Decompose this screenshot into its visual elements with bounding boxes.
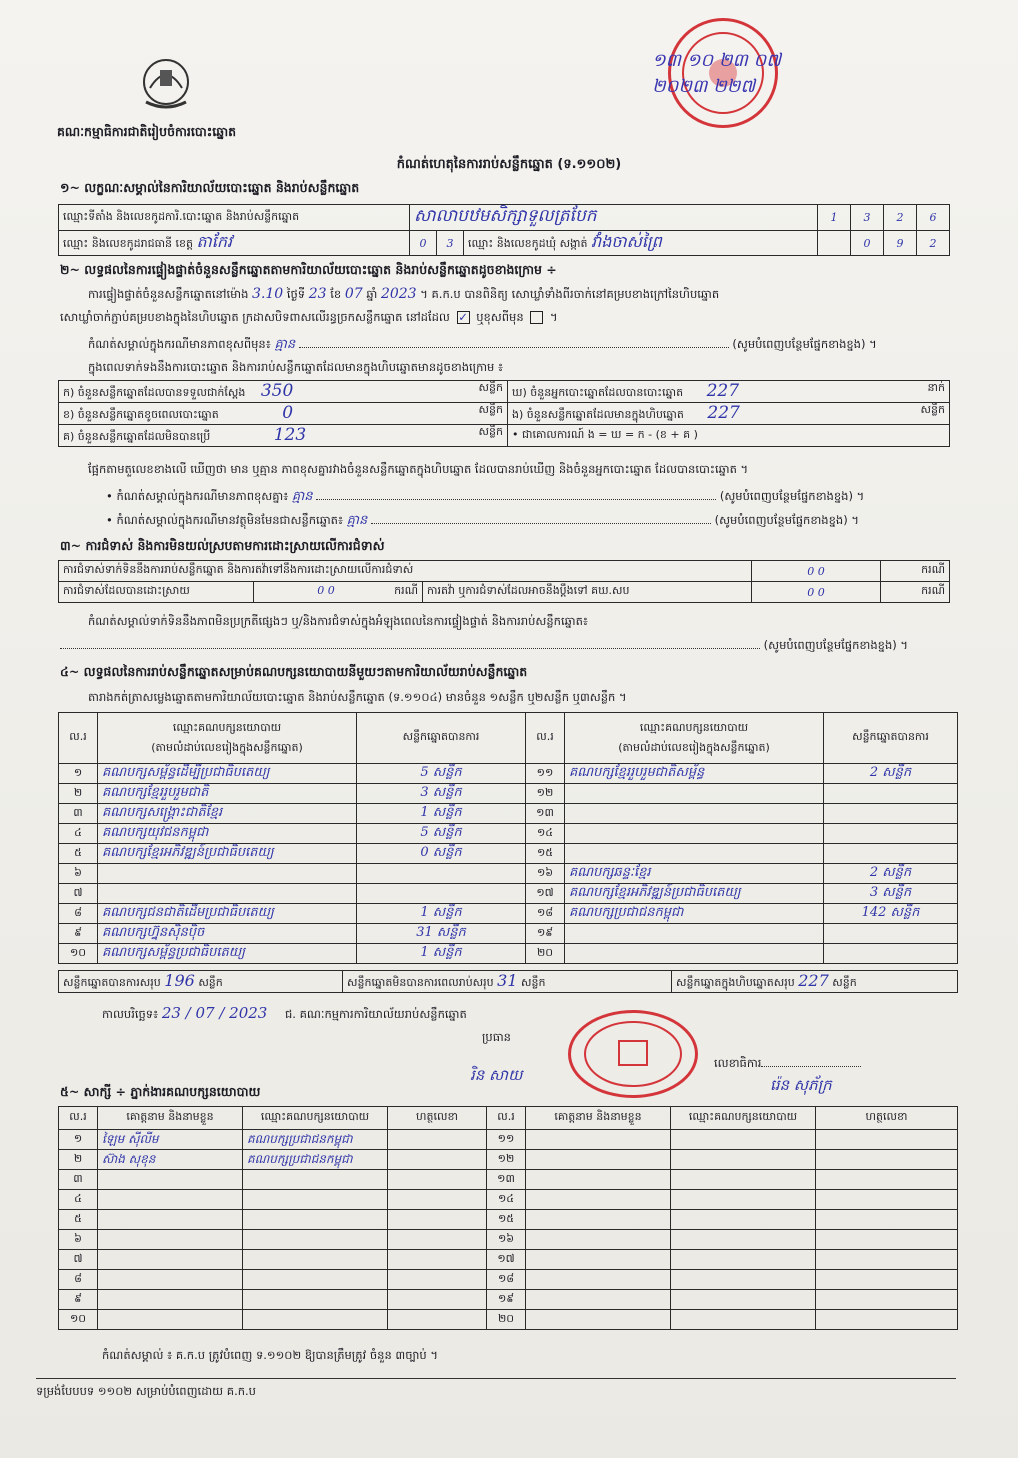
- witness-signature: [388, 1310, 487, 1330]
- commune-code-3: 2: [917, 231, 950, 256]
- section-4-title: ៤~ លទ្ធផលនៃការរាប់សន្លឹកឆ្នោតសម្រាប់គណបក្សនយោបាយនីមួយៗតាមការិយាល័យរាប់សន្លឹកឆ្នោត: [60, 664, 528, 679]
- party-votes: [824, 844, 958, 864]
- spoiled-label: ខ) ចំនួនសន្លឹកឆ្នោតខូចពេលបោះឆ្នោត: [63, 408, 219, 421]
- tally-sheet-text: តារាងកត់ត្រាសម្លេងឆ្នោតតាមការិយាល័យបោះឆ្នោត និងរាប់សន្លឹកឆ្នោត (ទ.១១០៤) មានចំនួន ១សន្លឹក ឬ២សន្លឹក ឬ៣សន្លឹក ។: [88, 690, 627, 704]
- party-votes: 1 សន្លឹក: [357, 804, 526, 824]
- changed-checkbox[interactable]: [530, 311, 543, 324]
- witness-row: [59, 1170, 958, 1190]
- party-row: [59, 944, 958, 964]
- party-number: ១: [59, 764, 98, 784]
- bullet-2: [106, 512, 950, 531]
- unit: សន្លឹក: [478, 425, 503, 438]
- party-votes: [824, 924, 958, 944]
- party-name: គណបក្សខ្មែររួបរួមជាតិសម្ព័ន្ធ: [565, 764, 824, 784]
- witness-party: [671, 1230, 816, 1250]
- witness-number: ៩: [59, 1290, 98, 1310]
- witness-number: ២: [59, 1150, 98, 1170]
- witness-party: [243, 1270, 388, 1290]
- witness-name: [98, 1170, 243, 1190]
- object-note-value: គ្មាន: [346, 513, 368, 528]
- col-party-sub: (តាមលំដាប់លេខរៀងក្នុងសន្លឹកឆ្នោត): [618, 741, 770, 754]
- verification-line-2: សោឃ្លាំចាក់ភ្ជាប់គម្របខាងក្នុងនៃហិបឆ្នោត ក្រដាសបិទពាសលើរន្ធច្រកសន្លឹកឆ្នោត នៅដដែល ✓ ឬខុសពីមុន ។: [60, 310, 558, 324]
- witness-row: [59, 1210, 958, 1230]
- witness-signature: [388, 1130, 487, 1150]
- party-name: គណបក្សខ្មែរអភិវឌ្ឍន៍ប្រជាធិបតេយ្យ: [98, 844, 357, 864]
- party-number: ៨: [59, 904, 98, 924]
- commune-label: ឈ្មោះ និងលេខកូដឃុំ សង្កាត់: [468, 237, 588, 250]
- changed-label: ឬខុសពីមុន: [476, 310, 524, 324]
- unit: ករណី: [881, 561, 950, 582]
- total-ballots-label: សន្លឹកឆ្នោតក្នុងហិបឆ្នោតសរុប: [676, 976, 795, 989]
- party-number: ៥: [59, 844, 98, 864]
- party-row: [59, 864, 958, 884]
- unit: សន្លឹក: [521, 976, 546, 989]
- footnote: កំណត់សម្គាល់ ៖ គ.ក.ប ត្រូវបំពេញ ទ.១១០២ ឱ្យបានត្រឹមត្រូវ ចំនួន ៣ច្បាប់ ។: [102, 1348, 438, 1362]
- secretary-label: លេខាធិការ: [714, 1056, 762, 1070]
- witness-number: ១១: [487, 1130, 526, 1150]
- unit: សន្លឹក: [920, 403, 945, 416]
- witness-name: [526, 1310, 671, 1330]
- party-name: គណបក្សសង្គ្រោះជាតិខ្មែរ: [98, 804, 357, 824]
- witness-signature: [816, 1150, 958, 1170]
- party-number: ១១: [526, 764, 565, 784]
- party-name: [565, 924, 824, 944]
- province-name: តាកែវ: [196, 232, 233, 251]
- col-name: គោត្តនាម និងនាមខ្លួន: [526, 1107, 671, 1130]
- party-name: គណបក្សឆន្ទៈខ្មែរ: [565, 864, 824, 884]
- party-votes: [357, 884, 526, 904]
- party-name: គណបក្សខ្មែរអភិវឌ្ឍន៍ប្រជាធិបតេយ្យ: [565, 884, 824, 904]
- col-no: ល.រ: [487, 1107, 526, 1130]
- witness-signature: [816, 1170, 958, 1190]
- irregularity-note: កំណត់សម្គាល់ទាក់ទិននឹងភាពមិនប្រក្រតីផ្សេងៗ ឬ/និងការជំទាស់ក្នុងអំឡុងពេលនៃការផ្ទៀងផ្ទាត់ និងការរាប់សន្លឹកឆ្នោត៖: [88, 614, 588, 628]
- witness-number: ១៥: [487, 1210, 526, 1230]
- witness-row: [59, 1270, 958, 1290]
- witness-party: គណបក្សប្រជាជនកម្ពុជា: [243, 1150, 388, 1170]
- witness-party: គណបក្សប្រជាជនកម្ពុជា: [243, 1130, 388, 1150]
- witness-number: ១៩: [487, 1290, 526, 1310]
- note-hint: (សូមបំពេញបន្ថែមផ្នែកខាងខ្នង) ។: [719, 489, 865, 503]
- committee-name: គណៈកម្មាធិការជាតិរៀបចំការបោះឆ្នោត: [57, 124, 237, 139]
- witness-party: [671, 1270, 816, 1290]
- witness-party: [671, 1310, 816, 1330]
- col-votes: សន្លឹកឆ្នោតបានការ: [824, 713, 958, 764]
- witness-number: ១៦: [487, 1230, 526, 1250]
- received-value: 350: [260, 381, 294, 401]
- witness-party: [243, 1190, 388, 1210]
- section-1-title: ១~ លក្ខណៈសម្គាល់នៃការិយាល័យបោះឆ្នោត និងរាប់សន្លឹកឆ្នោត: [60, 180, 360, 195]
- form-footer: ទម្រង់បែបបទ ១១០២ សម្រាប់បំពេញដោយ គ.ក.ប: [36, 1384, 256, 1398]
- party-name: [98, 864, 357, 884]
- party-votes: 1 សន្លឹក: [357, 904, 526, 924]
- party-votes: [824, 944, 958, 964]
- witness-party: [243, 1210, 388, 1230]
- party-votes: 5 សន្លឹក: [357, 824, 526, 844]
- party-number: ១៨: [526, 904, 565, 924]
- note-hint: (សូមបំពេញបន្ថែមផ្នែកខាងខ្នង) ។: [763, 638, 908, 652]
- witness-table: [58, 1106, 958, 1330]
- station-label: ឈ្មោះទីតាំង និងលេខកូដការិ.បោះឆ្នោត និងរាប់សន្លឹកឆ្នោត: [59, 205, 410, 231]
- station-code-4: 6: [917, 205, 950, 231]
- unit: សន្លឹក: [478, 403, 503, 416]
- party-votes: [824, 824, 958, 844]
- witness-signature: [388, 1290, 487, 1310]
- tally-sheet-line: [88, 690, 627, 707]
- party-number: ១៩: [526, 924, 565, 944]
- ballot-row: [59, 403, 950, 425]
- witness-party: [243, 1230, 388, 1250]
- party-number: ១៤: [526, 824, 565, 844]
- diff-note-label: • កំណត់សម្គាល់ក្នុងករណីមានភាពខុសគ្នា៖: [106, 489, 289, 503]
- party-votes: 0 សន្លឹក: [357, 844, 526, 864]
- section-5-title: ៥~ សាក្សី ÷ ភ្នាក់ងារគណបក្សនយោបាយ: [60, 1084, 261, 1099]
- in-box-value: 227: [707, 403, 740, 423]
- voters-value: 227: [706, 381, 740, 401]
- witness-row: [59, 1190, 958, 1210]
- party-name: គណបក្សជនជាតិដើមប្រជាធិបតេយ្យ: [98, 904, 357, 924]
- col-no: ល.រ: [59, 1107, 98, 1130]
- witness-signature: [816, 1190, 958, 1210]
- witness-party: [243, 1250, 388, 1270]
- party-votes: 5 សន្លឹក: [357, 764, 526, 784]
- party-votes: 3 សន្លឹក: [357, 784, 526, 804]
- bullet-1: [106, 488, 950, 507]
- province-code-2: 3: [437, 231, 464, 256]
- witness-name: [526, 1130, 671, 1150]
- witness-number: ៦: [59, 1230, 98, 1250]
- witness-name: ឡៃម ស៊ីលីម: [98, 1130, 243, 1150]
- witness-number: ១២: [487, 1150, 526, 1170]
- nec-emblem-icon: [138, 52, 194, 116]
- chair-signature: រិន សាយ: [470, 1066, 523, 1084]
- secretary-line: [714, 1056, 861, 1073]
- witness-signature: [388, 1230, 487, 1250]
- witness-name: [526, 1170, 671, 1190]
- witness-number: ១៧: [487, 1250, 526, 1270]
- party-row: [59, 844, 958, 864]
- province-code-1: 0: [410, 231, 437, 256]
- unit: សន្លឹក: [198, 976, 223, 989]
- total-valid-label: សន្លឹកឆ្នោតបានការសរុប: [63, 976, 161, 989]
- witness-name: [526, 1230, 671, 1250]
- station-code-1: 1: [818, 205, 851, 231]
- party-number: ២០: [526, 944, 565, 964]
- complaints-table: [58, 560, 950, 603]
- col-no: ល.រ: [59, 713, 98, 764]
- party-row: [59, 784, 958, 804]
- party-row: [59, 804, 958, 824]
- witness-party: [671, 1170, 816, 1190]
- unused-value: 123: [273, 425, 307, 445]
- col-party: ឈ្មោះគណបក្សនយោបាយ: [172, 721, 282, 734]
- note-hint: (សូមបំពេញបន្ថែមផ្នែកខាងខ្នង) ។: [732, 337, 877, 351]
- seal-status-text: សោឃ្លាំចាក់ភ្ជាប់គម្របខាងក្នុងនៃហិបឆ្នោត ក្រដាសបិទពាសលើរន្ធច្រកសន្លឹកឆ្នោត នៅដដែល: [60, 310, 450, 324]
- form-title: កំណត់ហេតុនៃការរាប់សន្លឹកឆ្នោត (ទ.១១០២): [396, 157, 622, 172]
- resolved-label: ការជំទាស់ដែលបានដោះស្រាយ: [59, 582, 254, 603]
- witness-signature: [388, 1210, 487, 1230]
- committee-signoff: ជ. គណៈកម្មការការិយាល័យរាប់សន្លឹកឆ្នោត: [285, 1007, 467, 1021]
- party-number: ៤: [59, 824, 98, 844]
- col-name: គោត្តនាម និងនាមខ្លួន: [98, 1107, 243, 1130]
- witness-number: ១៨: [487, 1270, 526, 1290]
- party-number: ១៦: [526, 864, 565, 884]
- col-party: ឈ្មោះគណបក្សនយោបាយ: [671, 1107, 816, 1130]
- witness-number: ៨: [59, 1270, 98, 1290]
- witness-name: [526, 1290, 671, 1310]
- party-votes: 3 សន្លឹក: [824, 884, 958, 904]
- witness-name: ស៊ាង សុខុន: [98, 1150, 243, 1170]
- red-seal-bottom: [568, 1010, 698, 1098]
- year-value: 2023: [380, 286, 417, 302]
- verification-line-1: [88, 286, 719, 304]
- party-results-table: [58, 712, 958, 964]
- party-number: ៩: [59, 924, 98, 944]
- witness-name: [98, 1210, 243, 1230]
- footer-rule: [36, 1378, 956, 1379]
- party-number: ៧: [59, 884, 98, 904]
- unit: នាក់: [927, 381, 945, 394]
- province-label: ឈ្មោះ និងលេខកូដរាជធានី ខេត្ត: [63, 237, 193, 250]
- witness-name: [98, 1310, 243, 1330]
- received-label: ក) ចំនួនសន្លឹកឆ្នោតដែលបានទទួលជាក់ស្តែង: [63, 386, 246, 399]
- totals-table: [58, 970, 958, 993]
- witness-name: [526, 1250, 671, 1270]
- party-votes: 142 សន្លឹក: [824, 904, 958, 924]
- diff-note-value: គ្មាន: [291, 489, 313, 504]
- party-votes: [824, 784, 958, 804]
- party-name: គណបក្សខ្មែររួបរួមជាតិ: [98, 784, 357, 804]
- voters-label: ឃ) ចំនួនអ្នកបោះឆ្នោតដែលបានបោះឆ្នោត: [512, 386, 684, 399]
- appeal-label: ការតវ៉ា ឬការជំទាស់ដែលអាចនឹងប្ដឹងទៅ គឃ.សប: [423, 582, 752, 603]
- witness-name: [98, 1290, 243, 1310]
- witness-number: ១៣: [487, 1170, 526, 1190]
- witness-row: [59, 1310, 958, 1330]
- ballot-row: [59, 425, 950, 447]
- commune-code-2: 9: [884, 231, 917, 256]
- party-number: ២: [59, 784, 98, 804]
- month-value: 07: [344, 286, 363, 302]
- party-votes: [357, 864, 526, 884]
- commune-code-1: 0: [851, 231, 884, 256]
- month-label: ខែ: [330, 287, 342, 301]
- stamp-handwriting: ១៣ ១០ ២៣ ០៧ ២០២៣ ២២៧: [652, 50, 782, 97]
- party-name: [565, 844, 824, 864]
- party-name: [565, 804, 824, 824]
- date-value: 23 / 07 / 2023: [161, 1004, 268, 1022]
- party-row: [59, 884, 958, 904]
- complaint-value: 0 0: [752, 561, 881, 582]
- witness-signature: [816, 1310, 958, 1330]
- party-row: [59, 824, 958, 844]
- in-box-label: ង) ចំនួនសន្លឹកឆ្នោតដែលមានក្នុងហិបឆ្នោត: [512, 408, 684, 421]
- date-line: [102, 1004, 467, 1024]
- witness-number: ៥: [59, 1210, 98, 1230]
- total-ballots-value: 227: [798, 971, 829, 990]
- party-votes: 2 សន្លឹក: [824, 864, 958, 884]
- station-name: សាលាបឋមសិក្សាទួលត្របែក: [410, 205, 818, 231]
- witness-signature: [816, 1230, 958, 1250]
- party-name: គណបក្សសម្ព័ន្ធប្រជាធិបតេយ្យ: [98, 944, 357, 964]
- ballot-row: [59, 381, 950, 403]
- results-intro: ក្នុងពេលទាក់ទងនឹងការបោះឆ្នោត និងការរាប់សន្លឹកឆ្នោតដែលមានក្នុងហិបឆ្នោតមានដូចខាងក្រោម ៖: [88, 360, 504, 374]
- witness-signature: [816, 1130, 958, 1150]
- party-name: [565, 784, 824, 804]
- total-invalid-label: សន្លឹកឆ្នោតមិនបានការពេលរាប់សរុប: [347, 976, 494, 989]
- party-name: [565, 944, 824, 964]
- chair-label: ប្រធាន: [482, 1030, 511, 1044]
- witness-row: [59, 1130, 958, 1150]
- witness-name: [98, 1190, 243, 1210]
- party-number: ១៧: [526, 884, 565, 904]
- date-label: កាលបរិច្ឆេទ៖: [102, 1007, 159, 1021]
- col-party: ឈ្មោះគណបក្សនយោបាយ: [639, 721, 749, 734]
- witness-party: [671, 1150, 816, 1170]
- witness-number: ៤: [59, 1190, 98, 1210]
- year-label: ឆ្នាំ: [366, 287, 378, 301]
- witness-number: ១: [59, 1130, 98, 1150]
- note-line: [88, 336, 950, 355]
- time-value: 3.10: [252, 286, 284, 302]
- note-label: កំណត់សម្គាល់ក្នុងករណីមានភាពខុសពីមុន៖: [88, 337, 271, 351]
- col-no: ល.រ: [526, 713, 565, 764]
- witness-name: [526, 1190, 671, 1210]
- witness-number: ៣: [59, 1170, 98, 1190]
- witness-signature: [816, 1270, 958, 1290]
- appeal-value: 0 0: [752, 582, 881, 603]
- party-row: [59, 924, 958, 944]
- witness-name: [526, 1210, 671, 1230]
- witness-number: ២០: [487, 1310, 526, 1330]
- party-name: គណបក្សហ្វ៊ុនស៊ិនប៉ិច: [98, 924, 357, 944]
- party-row: [59, 764, 958, 784]
- witness-name: [98, 1250, 243, 1270]
- secretary-signature: រ៉េន សុភ័ក្រ: [770, 1076, 832, 1094]
- witness-party: [671, 1130, 816, 1150]
- station-table: [58, 204, 950, 256]
- witness-row: [59, 1150, 958, 1170]
- time-label: ការផ្ទៀងផ្ទាត់ចំនួនសន្លឹកឆ្នោតនៅម៉ោង: [88, 287, 249, 301]
- party-name: គណបក្សយុវជនកម្ពុជា: [98, 824, 357, 844]
- party-name: គណបក្សប្រជាជនកម្ពុជា: [565, 904, 824, 924]
- witness-signature: [388, 1250, 487, 1270]
- witness-number: ៧: [59, 1250, 98, 1270]
- day-value: 23: [308, 286, 327, 302]
- col-party: ឈ្មោះគណបក្សនយោបាយ: [243, 1107, 388, 1130]
- witness-name: [526, 1150, 671, 1170]
- object-note-label: • កំណត់សម្គាល់ក្នុងករណីមានវត្ថុមិនមែនជាសន្លឹកឆ្នោត៖: [106, 513, 344, 527]
- station-code-2: 3: [851, 205, 884, 231]
- witness-party: [671, 1250, 816, 1270]
- witness-signature: [388, 1270, 487, 1290]
- witness-party: [243, 1290, 388, 1310]
- witness-party: [671, 1210, 816, 1230]
- party-name: [98, 884, 357, 904]
- party-number: ១៣: [526, 804, 565, 824]
- station-code-3: 2: [884, 205, 917, 231]
- witness-name: [526, 1270, 671, 1290]
- party-number: ៣: [59, 804, 98, 824]
- same-checkbox[interactable]: ✓: [458, 310, 468, 324]
- total-valid-value: 196: [164, 971, 195, 990]
- party-name: គណបក្សសម្ព័ន្ធដើម្បីប្រជាធិបតេយ្យ: [98, 764, 357, 784]
- witness-row: [59, 1290, 958, 1310]
- irregularity-line: [60, 638, 950, 655]
- formula: • ជាគោលការណ៍ ង = ឃ = ក - (ខ + គ ): [508, 425, 950, 447]
- party-votes: 1 សន្លឹក: [357, 944, 526, 964]
- unused-label: គ) ចំនួនសន្លឹកឆ្នោតដែលមិនបានប្រើ: [63, 430, 211, 443]
- total-invalid-value: 31: [497, 971, 518, 990]
- unit: សន្លឹក: [832, 976, 857, 989]
- col-votes: សន្លឹកឆ្នោតបានការ: [357, 713, 526, 764]
- party-votes: 2 សន្លឹក: [824, 764, 958, 784]
- witness-party: [243, 1170, 388, 1190]
- party-name: [565, 824, 824, 844]
- note-hint: (សូមបំពេញបន្ថែមផ្នែកខាងខ្នង) ។: [714, 513, 859, 527]
- party-number: ១៥: [526, 844, 565, 864]
- witness-signature: [816, 1210, 958, 1230]
- complaint-label: ការជំទាស់ទាក់ទិននឹងការរាប់សន្លឹកឆ្នោត និងការតវ៉ាទៅនឹងការដោះស្រាយលើការជំទាស់: [59, 561, 752, 582]
- witness-signature: [388, 1150, 487, 1170]
- party-votes: [824, 804, 958, 824]
- col-signature: ហត្ថលេខា: [816, 1107, 958, 1130]
- witness-signature: [388, 1170, 487, 1190]
- col-signature: ហត្ថលេខា: [388, 1107, 487, 1130]
- day-label: ថ្ងៃទី: [286, 287, 306, 301]
- witness-party: [671, 1190, 816, 1210]
- unit: ករណី: [881, 582, 950, 603]
- commune-name: វាំងចាស់ព្រៃ: [591, 232, 662, 251]
- party-number: ១០: [59, 944, 98, 964]
- col-party-sub: (តាមលំដាប់លេខរៀងក្នុងសន្លឹកឆ្នោត): [151, 741, 303, 754]
- party-number: ៦: [59, 864, 98, 884]
- comparison-text: ផ្អែកតាមតួលេខខាងលើ ឃើញថា មាន ឬគ្មាន ភាពខុសគ្នារវាងចំនួនសន្លឹកឆ្នោតក្នុងហិបឆ្នោត ដែលបានរាប់ឃើញ និងចំនួនអ្នកបោះឆ្នោត ដែលបានបោះឆ្នោត ។: [88, 462, 749, 476]
- ballot-count-table: [58, 380, 950, 447]
- witness-row: [59, 1230, 958, 1250]
- witness-name: [98, 1270, 243, 1290]
- witness-number: ១៤: [487, 1190, 526, 1210]
- witness-signature: [816, 1290, 958, 1310]
- witness-number: ១០: [59, 1310, 98, 1330]
- party-number: ១២: [526, 784, 565, 804]
- party-row: [59, 904, 958, 924]
- section-2-title: ២~ លទ្ធផលនៃការផ្ទៀងផ្ទាត់ចំនួនសន្លឹកឆ្នោតតាមការិយាល័យបោះឆ្នោត និងរាប់សន្លឹកឆ្នោតដូចខាងក្រោម ÷: [60, 262, 557, 277]
- note-value: គ្មាន: [274, 337, 296, 352]
- witness-row: [59, 1250, 958, 1270]
- verification-text: ។ គ.ក.ប បានពិនិត្យ សោឃ្លាំទាំងពីរចាក់នៅគម្របខាងក្រៅនៃហិបឆ្នោត: [420, 287, 720, 301]
- witness-signature: [388, 1190, 487, 1210]
- witness-signature: [816, 1250, 958, 1270]
- witness-name: [98, 1230, 243, 1250]
- unit: សន្លឹក: [478, 381, 503, 394]
- section-3-title: ៣~ ការជំទាស់ និងការមិនយល់ស្របតាមការដោះស្រាយលើការជំទាស់: [60, 538, 385, 553]
- spoiled-value: 0: [282, 403, 294, 423]
- witness-party: [243, 1310, 388, 1330]
- resolved-value: 0 0: [317, 584, 335, 597]
- unit: ករណី: [394, 584, 418, 597]
- witness-party: [671, 1290, 816, 1310]
- party-votes: 31 សន្លឹក: [357, 924, 526, 944]
